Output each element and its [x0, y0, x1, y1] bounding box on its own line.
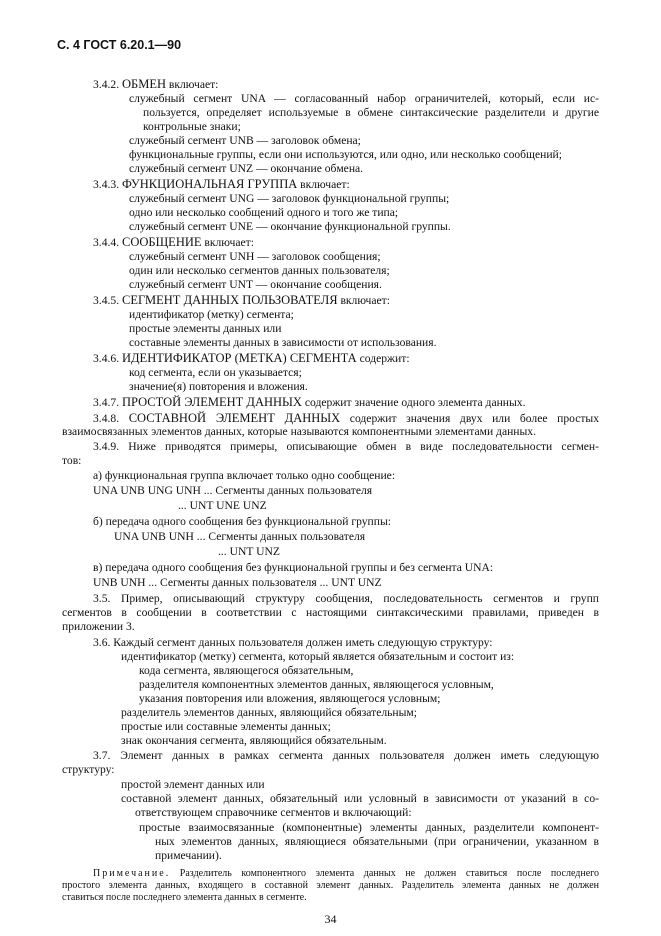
- text-line: служебный сегмент UNT — окончание сообщения.: [129, 278, 382, 291]
- example-a-sequence-end: ... UNT UNE UNZ: [178, 499, 267, 512]
- text-line: служебный сегмент UNG — заголовок функциональной группы;: [129, 192, 450, 205]
- text-line: простые элементы данных или: [129, 322, 282, 335]
- section-3-5: 3.5. Пример, описывающий структуру сообщения, последовательность сегментов и групп: [93, 592, 599, 605]
- text-line: функциональные группы, если они используются, или одно, или несколько сообщений;: [129, 148, 562, 161]
- example-a-caption: а) функциональная группа включает только одно сообщение:: [93, 469, 396, 482]
- text-line: разделитель элементов данных, являющийся обязательным;: [121, 706, 417, 719]
- text-line: структуру:: [62, 763, 115, 776]
- note-line: простого элемента данных, входящего в составной элемент данных. Разделитель элемента данных не должен: [62, 880, 599, 891]
- text-line: составной элемент данных, обязательный или условный в зависимости от указаний в со-: [121, 792, 599, 805]
- text-line: знак окончания сегмента, являющийся обязательным.: [121, 734, 387, 747]
- page-number: 34: [324, 912, 337, 926]
- section-3-4-2-heading: 3.4.2. ОБМЕН включает:: [93, 77, 219, 91]
- term-user-data-segment: СЕГМЕНТ ДАННЫХ ПОЛЬЗОВАТЕЛЯ: [122, 293, 338, 307]
- text-line: сегментов в сообщении в соответствии с настоящими синтаксическими правилами, приведен в: [62, 606, 599, 619]
- text-line: тов:: [62, 454, 82, 467]
- section-3-4-4-heading: 3.4.4. СООБЩЕНИЕ включает:: [93, 235, 254, 249]
- text-line: значение(я) повторения и вложения.: [129, 380, 308, 393]
- text-line: приложении 3.: [62, 620, 135, 633]
- text-line: простые взаимосвязанные (компонентные) элементы данных, разделители компонент-: [139, 821, 599, 834]
- text-line: составные элементы данных в зависимости от использования.: [129, 336, 437, 349]
- section-3-4-5-heading: 3.4.5. СЕГМЕНТ ДАННЫХ ПОЛЬЗОВАТЕЛЯ включает:: [93, 293, 390, 307]
- text-line: контрольные знаки;: [143, 120, 241, 133]
- term-simple-data-element: ПРОСТОЙ ЭЛЕМЕНТ ДАННЫХ: [122, 395, 302, 409]
- example-b-sequence: UNA UNB UNH ... Сегменты данных пользователя: [114, 530, 366, 543]
- term-segment-tag: ИДЕНТИФИКАТОР (МЕТКА) СЕГМЕНТА: [122, 351, 357, 365]
- text-line: идентификатор (метку) сегмента, который является обязательным и состоит из:: [121, 650, 515, 663]
- term-message: СООБЩЕНИЕ: [122, 235, 202, 249]
- note-label: Примечание.: [93, 868, 171, 879]
- text-line: одно или несколько сообщений одного и того же типа;: [129, 206, 399, 219]
- text-line: ных элементов данных, являющиеся обязательными (при ограничении, указанном в: [155, 835, 599, 848]
- example-a-sequence: UNA UNB UNG UNH ... Сегменты данных пользователя: [93, 484, 373, 497]
- text-line: код сегмента, если он указывается;: [129, 366, 302, 379]
- text-line: пользуется, определяет используемые в обмене синтаксические разделители и другие: [143, 106, 599, 119]
- text-line: идентификатор (метку) сегмента;: [129, 308, 294, 321]
- section-3-4-6-heading: 3.4.6. ИДЕНТИФИКАТОР (МЕТКА) СЕГМЕНТА содержит:: [93, 351, 410, 365]
- text-line: служебный сегмент UNZ — окончание обмена.: [129, 162, 364, 175]
- text-line: примечании).: [155, 849, 222, 862]
- text-line: служебный сегмент UNB — заголовок обмена;: [129, 134, 361, 147]
- example-b-sequence-end: ... UNT UNZ: [218, 545, 280, 558]
- example-b-caption: б) передача одного сообщения без функциональной группы:: [93, 515, 391, 528]
- section-3-7: 3.7. Элемент данных в рамках сегмента данных пользователя должен иметь следующую: [93, 749, 599, 762]
- text-line: служебный сегмент UNH — заголовок сообщения;: [129, 250, 381, 263]
- text-line: ответствующем справочнике сегментов и включающий:: [135, 806, 412, 819]
- section-3-4-9-intro: 3.4.9. Ниже приводятся примеры, описывающие обмен в виде последовательности сегмен-: [93, 440, 599, 453]
- text-line: кода сегмента, являющегося обязательным,: [139, 664, 354, 677]
- note-line: ставиться после последнего элемента данных в сегменте.: [62, 892, 307, 903]
- section-3-4-7: 3.4.7. ПРОСТОЙ ЭЛЕМЕНТ ДАННЫХ содержит значение одного элемента данных.: [93, 395, 526, 409]
- text-line: простой элемент данных или: [121, 778, 265, 791]
- text-line: указания повторения или вложения, являющегося условным;: [139, 692, 441, 705]
- text-line: разделителя компонентных элементов данных, являющегося условным,: [139, 678, 494, 691]
- text-line: простые или составные элементы данных;: [121, 720, 331, 733]
- example-c-caption: в) передача одного сообщения без функциональной группы и без сегмента UNA:: [93, 561, 494, 574]
- section-3-4-3-heading: 3.4.3. ФУНКЦИОНАЛЬНАЯ ГРУППА включает:: [93, 177, 350, 191]
- section-3-4-8: 3.4.8. СОСТАВНОЙ ЭЛЕМЕНТ ДАННЫХ содержит значения двух или более простых: [93, 411, 599, 425]
- note: Примечание. Разделитель компонентного элемента данных не должен ставиться после последнего: [93, 868, 599, 879]
- term-exchange: ОБМЕН: [122, 77, 166, 91]
- section-3-6: 3.6. Каждый сегмент данных пользователя должен иметь следующую структуру:: [93, 636, 493, 649]
- term-functional-group: ФУНКЦИОНАЛЬНАЯ ГРУППА: [122, 177, 298, 191]
- text-line: служебный сегмент UNA — согласованный набор ограничителей, который, если ис-: [129, 92, 599, 105]
- term-composite-data-element: СОСТАВНОЙ ЭЛЕМЕНТ ДАННЫХ: [128, 411, 341, 425]
- text-line: взаимосвязанных элементов данных, которые называются компонентными элементами данных.: [62, 425, 536, 438]
- example-c-sequence: UNB UNH ... Сегменты данных пользователя ... UNT UNZ: [93, 576, 382, 589]
- page-header: С. 4 ГОСТ 6.20.1—90: [57, 38, 182, 52]
- text-line: один или несколько сегментов данных пользователя;: [129, 264, 390, 277]
- text-line: служебный сегмент UNE — окончание функциональной группы.: [129, 220, 451, 233]
